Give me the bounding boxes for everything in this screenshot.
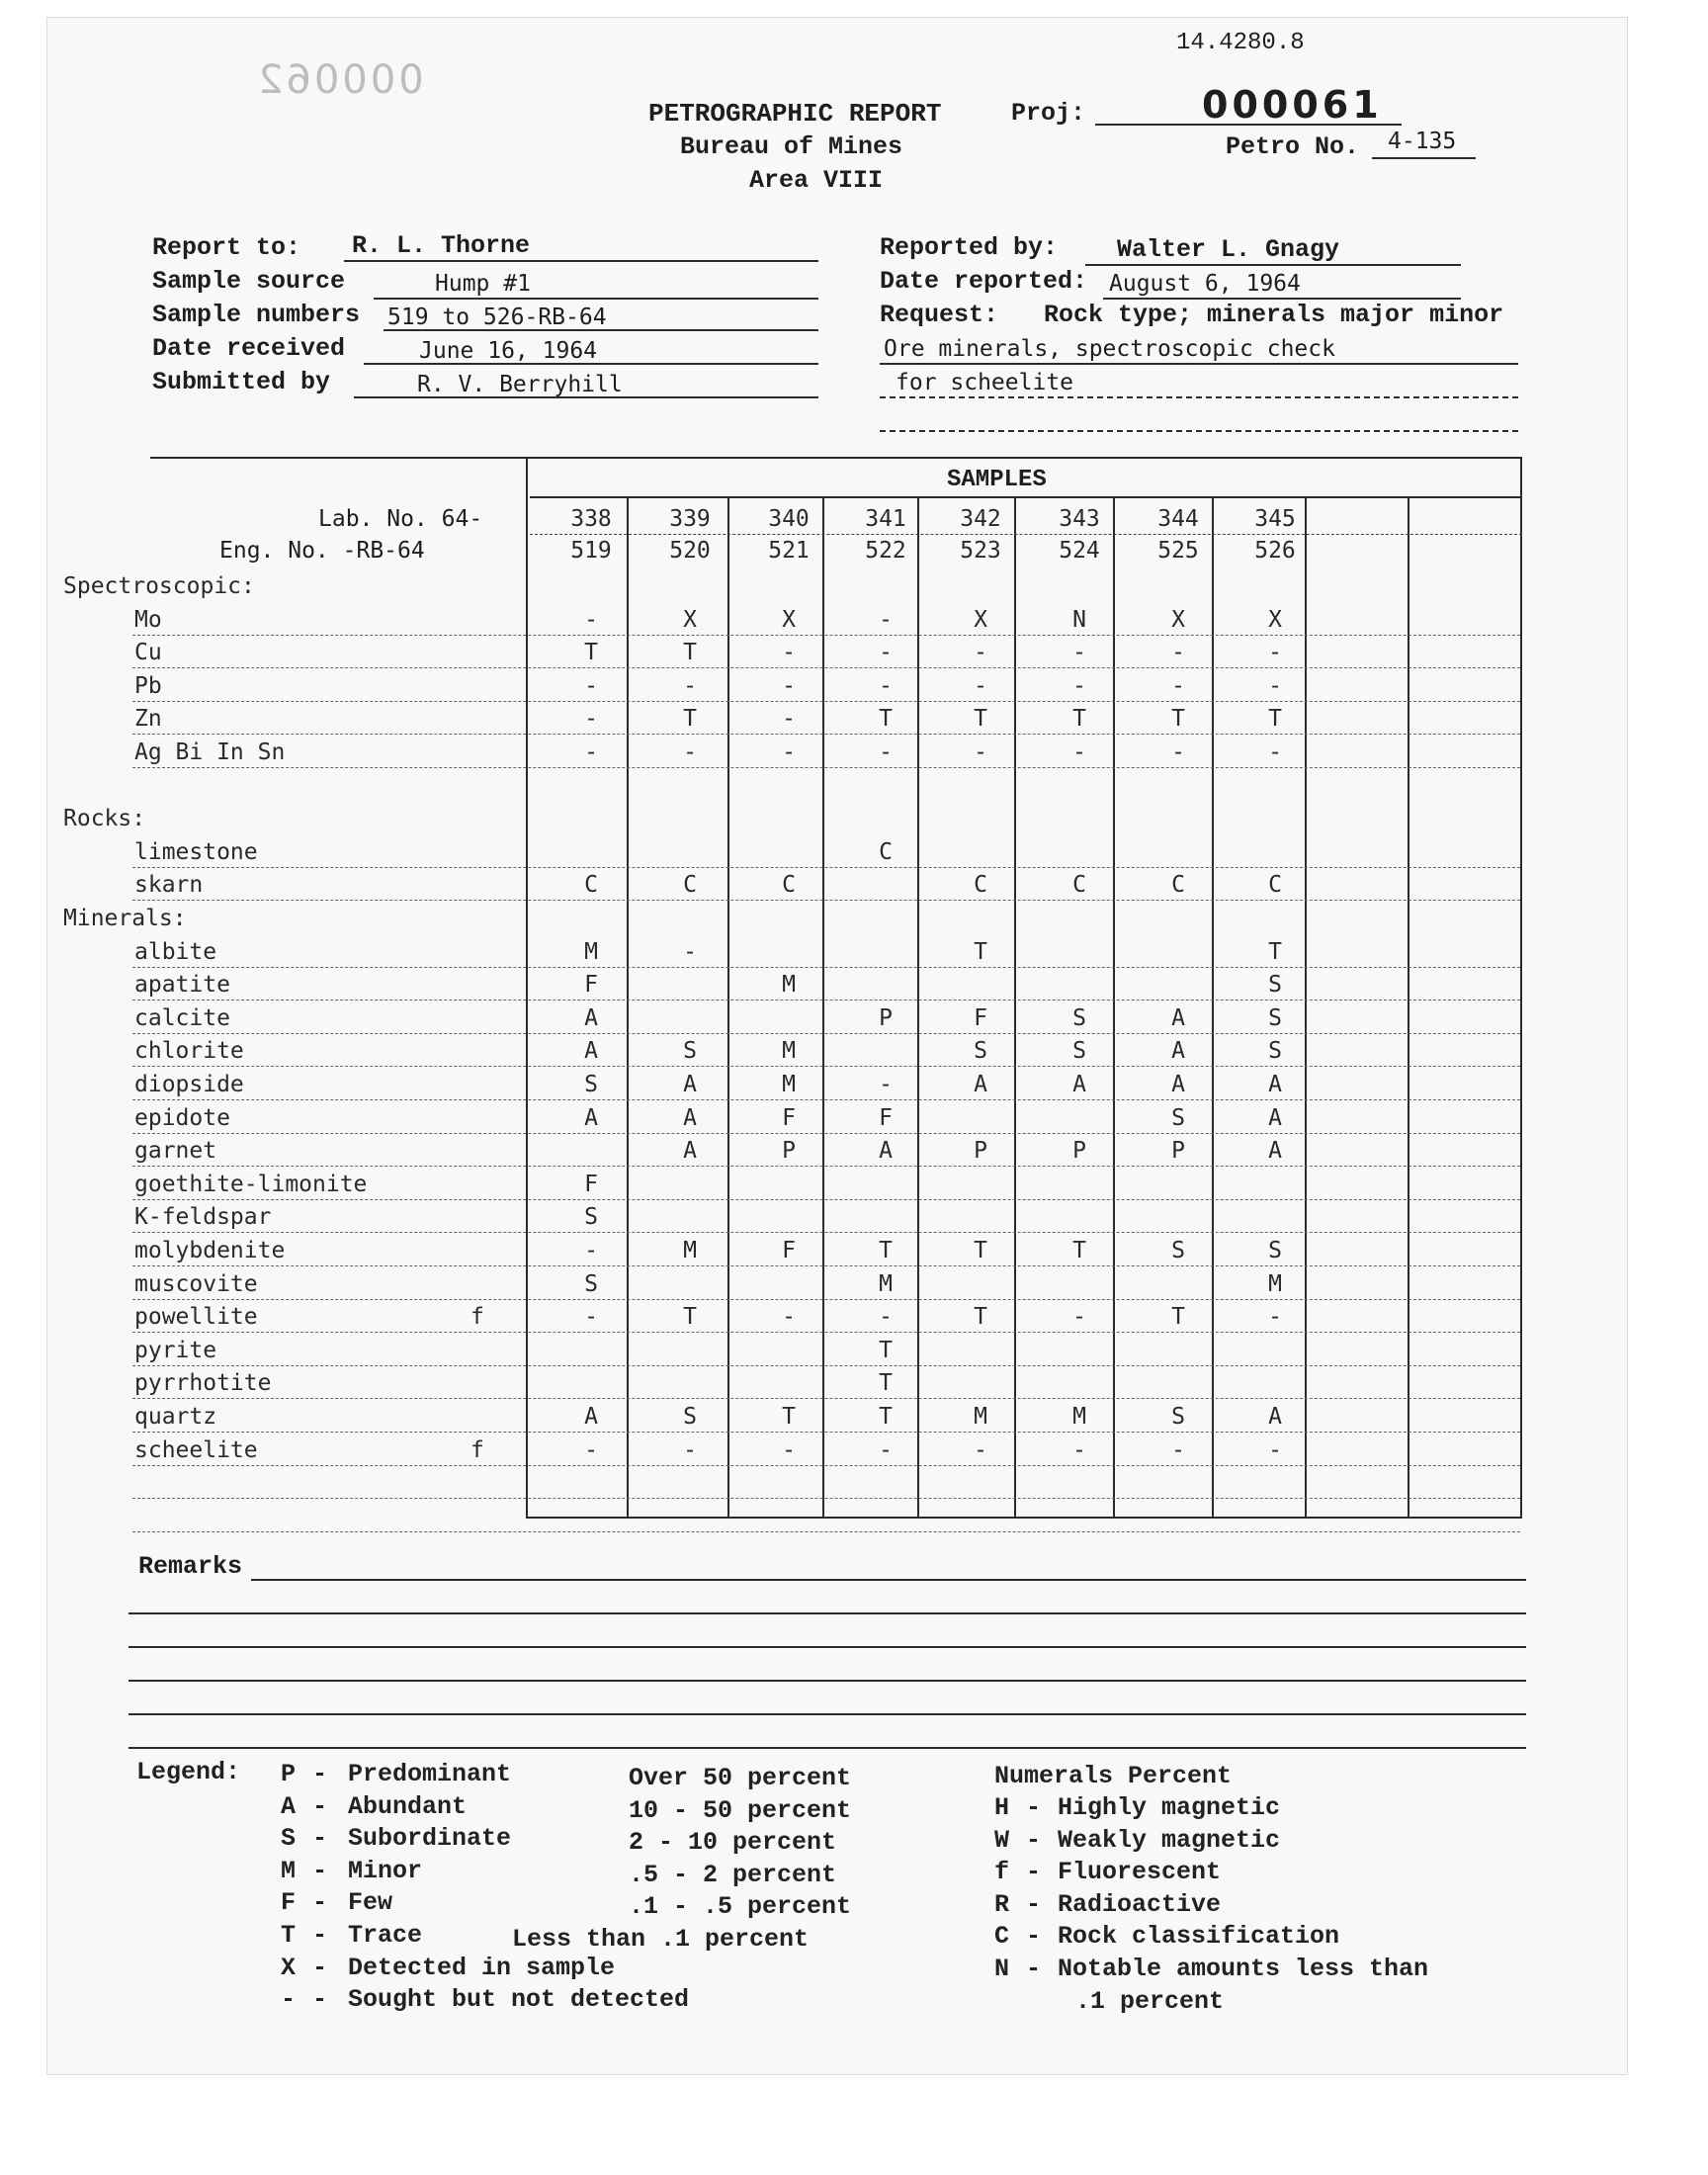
table-cell: T: [584, 640, 598, 666]
table-cell: M: [782, 1038, 796, 1065]
petro-label: Petro No.: [1226, 132, 1360, 161]
table-cell: T: [974, 1304, 987, 1331]
row-line: [132, 1133, 1520, 1134]
table-cell: -: [1268, 1304, 1282, 1331]
table-cell: T: [1171, 1304, 1185, 1331]
table-cell: -: [1268, 672, 1282, 699]
lab-number-label: Lab. No. 64-: [318, 506, 483, 532]
table-cell: T: [879, 1404, 893, 1430]
table-cell: -: [879, 640, 893, 666]
legend-text: Abundant: [348, 1791, 468, 1821]
legend-range: Over 50 percent: [629, 1764, 852, 1792]
table-cell: -: [1268, 740, 1282, 765]
legend-code: C: [994, 1922, 1010, 1952]
legend-code: F: [281, 1888, 297, 1918]
table-cell: C: [1268, 872, 1282, 899]
fluorescent-flag: f: [470, 1304, 484, 1331]
table-cell: T: [683, 640, 697, 666]
table-cell: -: [683, 1436, 697, 1463]
legend-code: A: [281, 1791, 297, 1821]
legend-code: T: [281, 1921, 297, 1950]
row-label: chlorite: [134, 1038, 244, 1065]
table-cell: -: [584, 672, 598, 699]
row-line: [132, 1265, 1520, 1266]
request-line-3: for scheelite: [896, 370, 1074, 395]
table-cell: M: [782, 1072, 796, 1097]
proj-label: Proj:: [1011, 99, 1086, 128]
table-cell: -: [1268, 1436, 1282, 1463]
table-cell: C: [1072, 872, 1086, 899]
fluorescent-flag: f: [470, 1436, 484, 1463]
proj-value: 000061: [1202, 83, 1383, 127]
legend-text: Weakly magnetic: [1058, 1825, 1281, 1855]
row-label: limestone: [134, 838, 258, 865]
row-label: Pb: [134, 672, 162, 699]
row-line: [132, 667, 1520, 668]
column-divider: [1113, 496, 1115, 1517]
legend-code: W: [994, 1825, 1010, 1855]
table-cell: S: [1268, 972, 1282, 999]
table-cell: A: [584, 1104, 598, 1131]
table-cell: -: [584, 740, 598, 765]
table-cell: T: [879, 1370, 893, 1397]
legend-code: X: [281, 1953, 297, 1982]
row-label: Cu: [134, 640, 162, 666]
table-cell: P: [1171, 1138, 1185, 1165]
legend-text: Radioactive: [1058, 1889, 1222, 1919]
row-label: pyrite: [134, 1337, 217, 1363]
table-cell: T: [879, 1337, 893, 1363]
row-label: K-feldspar: [134, 1204, 272, 1231]
table-cell: -: [879, 606, 893, 633]
legend-text: Sought but not detected: [348, 1985, 690, 2015]
table-cell: T: [683, 706, 697, 733]
table-cell: T: [1072, 706, 1086, 733]
legend-dash: -: [1026, 1955, 1042, 1983]
table-cell: -: [879, 1436, 893, 1463]
eng-number: 524: [1059, 538, 1100, 564]
lab-number: 339: [669, 506, 711, 532]
column-divider: [917, 496, 919, 1517]
lab-number: 340: [768, 506, 810, 532]
eng-number: 525: [1157, 538, 1199, 564]
legend-dash: -: [1026, 1793, 1042, 1822]
table-cell: X: [974, 606, 987, 633]
document-code: 14.4280.8: [1176, 30, 1305, 56]
table-cell: C: [584, 872, 598, 899]
area-name: Area VIII: [749, 166, 884, 195]
table-cell: -: [1072, 1304, 1086, 1331]
petro-value: 4-135: [1388, 129, 1457, 154]
table-cell: X: [782, 606, 796, 633]
column-divider: [1014, 496, 1016, 1517]
column-divider: [627, 496, 629, 1517]
column-divider: [1212, 496, 1214, 1517]
table-cell: -: [1072, 740, 1086, 765]
lab-number: 342: [960, 506, 1001, 532]
section-heading: Minerals:: [63, 906, 187, 931]
row-line: [132, 767, 1520, 768]
table-cell: T: [683, 1304, 697, 1331]
table-cell: A: [1268, 1104, 1282, 1131]
table-cell: M: [683, 1238, 697, 1263]
table-cell: S: [683, 1404, 697, 1430]
table-cell: P: [1072, 1138, 1086, 1165]
sample-source-value: Hump #1: [435, 271, 531, 297]
table-cell: -: [879, 1304, 893, 1331]
table-cell: A: [1072, 1072, 1086, 1097]
table-cell: F: [584, 1171, 598, 1197]
table-cell: A: [1268, 1138, 1282, 1165]
table-cell: M: [1072, 1404, 1086, 1430]
eng-number: 519: [570, 538, 612, 564]
submitted-by-label: Submitted by: [152, 368, 331, 396]
legend-dash: -: [1026, 1889, 1042, 1919]
row-line: [132, 967, 1520, 968]
sample-source-label: Sample source: [152, 267, 346, 296]
table-cell: -: [1171, 640, 1185, 666]
table-cell: S: [584, 1204, 598, 1231]
request-label: Request:: [880, 301, 999, 329]
legend-dash: -: [312, 1953, 328, 1982]
table-cell: S: [1171, 1104, 1185, 1131]
bleed-through-number: 000062: [255, 57, 424, 103]
legend-dash: -: [312, 1791, 328, 1821]
sample-numbers-label: Sample numbers: [152, 301, 361, 329]
row-label: calcite: [134, 1004, 230, 1031]
table-cell: -: [879, 672, 893, 699]
row-line: [132, 1332, 1520, 1333]
table-cell: -: [1171, 672, 1185, 699]
row-label: epidote: [134, 1104, 230, 1131]
date-received-value: June 16, 1964: [419, 338, 598, 364]
row-label: muscovite: [134, 1270, 258, 1297]
eng-number: 522: [865, 538, 906, 564]
legend-code: S: [281, 1824, 297, 1854]
table-cell: -: [1171, 740, 1185, 765]
column-divider: [1305, 496, 1307, 1517]
table-cell: -: [974, 1436, 987, 1463]
row-line: [132, 1199, 1520, 1200]
table-cell: S: [974, 1038, 987, 1065]
table-cell: -: [683, 672, 697, 699]
legend-dash: -: [312, 1760, 328, 1788]
legend-dash: -: [312, 1856, 328, 1885]
table-cell: -: [782, 740, 796, 765]
table-cell: M: [1268, 1270, 1282, 1297]
submitted-by-value: R. V. Berryhill: [417, 372, 623, 397]
legend-range: 10 - 50 percent: [629, 1795, 852, 1825]
table-cell: -: [974, 740, 987, 765]
table-cell: T: [782, 1404, 796, 1430]
row-line: [132, 1232, 1520, 1233]
legend-numerals-title: Numerals Percent: [994, 1762, 1233, 1790]
row-label: skarn: [134, 872, 204, 899]
eng-number: 526: [1254, 538, 1296, 564]
legend-code: M: [281, 1856, 297, 1885]
row-line: [132, 1432, 1520, 1433]
table-cell: -: [879, 740, 893, 765]
report-sheet: [47, 18, 1627, 2074]
legend-text: .1 percent: [1075, 1986, 1225, 2016]
lab-number: 338: [570, 506, 612, 532]
row-line: [132, 900, 1520, 901]
row-line: [132, 1066, 1520, 1067]
eng-number-label: Eng. No. -RB-64: [219, 538, 425, 564]
row-label: apatite: [134, 972, 230, 999]
table-cell: M: [584, 938, 598, 965]
legend-dash: -: [312, 1921, 328, 1950]
legend-text: Few: [348, 1888, 393, 1918]
row-line: [132, 701, 1520, 702]
table-cell: C: [974, 872, 987, 899]
table-cell: P: [879, 1004, 893, 1031]
table-cell: A: [1171, 1004, 1185, 1031]
table-cell: F: [584, 972, 598, 999]
table-cell: T: [1268, 938, 1282, 965]
table-cell: -: [683, 938, 697, 965]
section-heading: Rocks:: [63, 806, 146, 832]
table-cell: S: [1268, 1004, 1282, 1031]
legend-code: P: [281, 1760, 297, 1788]
table-cell: F: [782, 1104, 796, 1131]
section-heading: Spectroscopic:: [63, 573, 255, 599]
table-cell: -: [879, 1072, 893, 1097]
table-cell: -: [1072, 640, 1086, 666]
date-reported-value: August 6, 1964: [1109, 271, 1301, 297]
legend-range: .5 - 2 percent: [629, 1860, 837, 1889]
bureau-name: Bureau of Mines: [680, 132, 903, 161]
lab-number: 343: [1059, 506, 1100, 532]
table-cell: M: [974, 1404, 987, 1430]
lab-number: 344: [1157, 506, 1199, 532]
report-to-value: R. L. Thorne: [352, 231, 531, 260]
table-cell: N: [1072, 606, 1086, 633]
legend-range: .1 - .5 percent: [629, 1892, 852, 1922]
table-cell: -: [584, 1238, 598, 1263]
legend-dash: -: [312, 1888, 328, 1918]
eng-number: 520: [669, 538, 711, 564]
table-cell: A: [683, 1138, 697, 1165]
table-cell: A: [683, 1072, 697, 1097]
request-line-2: Ore minerals, spectroscopic check: [884, 336, 1335, 362]
legend-code: H: [994, 1793, 1010, 1822]
row-label: goethite-limonite: [134, 1171, 368, 1197]
request-text: Rock type; minerals major minor: [1044, 301, 1504, 329]
sample-numbers-value: 519 to 526-RB-64: [387, 304, 607, 330]
table-cell: F: [879, 1104, 893, 1131]
row-label: garnet: [134, 1138, 217, 1165]
table-cell: -: [782, 706, 796, 733]
table-cell: S: [1072, 1004, 1086, 1031]
lab-number: 341: [865, 506, 906, 532]
table-cell: S: [584, 1072, 598, 1097]
row-line: [132, 635, 1520, 636]
table-cell: A: [1171, 1072, 1185, 1097]
row-line: [132, 867, 1520, 868]
lab-number: 345: [1254, 506, 1296, 532]
legend-text: Predominant: [348, 1760, 512, 1788]
table-cell: T: [974, 706, 987, 733]
reported-by-value: Walter L. Gnagy: [1117, 235, 1340, 264]
table-cell: S: [1072, 1038, 1086, 1065]
legend-text: Fluorescent: [1058, 1858, 1222, 1887]
table-cell: A: [1268, 1072, 1282, 1097]
table-cell: A: [683, 1104, 697, 1131]
legend-dash: -: [1026, 1825, 1042, 1855]
table-cell: A: [1171, 1038, 1185, 1065]
table-cell: -: [782, 640, 796, 666]
table-cell: P: [782, 1138, 796, 1165]
report-to-label: Report to:: [152, 233, 301, 262]
table-cell: -: [1072, 1436, 1086, 1463]
row-line: [132, 1531, 1520, 1532]
table-cell: T: [974, 1238, 987, 1263]
legend-text: Highly magnetic: [1058, 1793, 1281, 1822]
legend-text: Minor: [348, 1856, 423, 1885]
table-cell: X: [683, 606, 697, 633]
table-cell: -: [782, 672, 796, 699]
reported-by-label: Reported by:: [880, 233, 1059, 262]
table-cell: T: [974, 938, 987, 965]
table-cell: A: [974, 1072, 987, 1097]
row-label: diopside: [134, 1072, 244, 1097]
row-label: Mo: [134, 606, 162, 633]
legend-dash: -: [1026, 1858, 1042, 1887]
table-cell: C: [879, 838, 893, 865]
legend-dash: -: [312, 1824, 328, 1854]
table-cell: -: [683, 740, 697, 765]
legend-code: N: [994, 1955, 1010, 1983]
legend-text: Trace: [348, 1921, 423, 1950]
row-label: molybdenite: [134, 1238, 286, 1263]
table-cell: P: [974, 1138, 987, 1165]
row-line: [132, 734, 1520, 735]
remarks-label: Remarks: [138, 1552, 243, 1581]
table-cell: F: [974, 1004, 987, 1031]
legend-dash: -: [312, 1985, 328, 2015]
row-label: quartz: [134, 1404, 217, 1430]
row-line: [132, 1398, 1520, 1399]
samples-header: SAMPLES: [947, 467, 1047, 493]
row-label: albite: [134, 938, 217, 965]
legend-text: Rock classification: [1058, 1922, 1340, 1952]
table-cell: A: [1268, 1404, 1282, 1430]
table-cell: -: [782, 1304, 796, 1331]
table-cell: A: [879, 1138, 893, 1165]
table-cell: C: [1171, 872, 1185, 899]
column-divider: [822, 496, 824, 1517]
row-label: scheelite: [134, 1436, 258, 1463]
table-cell: -: [974, 672, 987, 699]
table-cell: S: [683, 1038, 697, 1065]
legend-text: Detected in sample: [348, 1953, 616, 1982]
table-cell: T: [1268, 706, 1282, 733]
legend-text: Subordinate: [348, 1824, 512, 1854]
legend-code: -: [281, 1985, 297, 2015]
header-divider: [530, 534, 1522, 535]
table-cell: T: [1072, 1238, 1086, 1263]
column-divider: [727, 496, 729, 1517]
row-label: Zn: [134, 706, 162, 733]
row-line: [132, 1099, 1520, 1100]
column-divider: [1408, 496, 1409, 1517]
legend-range: 2 - 10 percent: [629, 1828, 837, 1858]
table-cell: S: [1171, 1238, 1185, 1263]
row-line: [132, 1299, 1520, 1300]
table-cell: -: [1268, 640, 1282, 666]
table-cell: S: [584, 1270, 598, 1297]
table-cell: S: [1171, 1404, 1185, 1430]
legend-code: R: [994, 1889, 1010, 1919]
table-cell: S: [1268, 1038, 1282, 1065]
table-cell: T: [879, 706, 893, 733]
row-label: pyrrhotite: [134, 1370, 272, 1397]
table-cell: T: [1171, 706, 1185, 733]
table-cell: C: [782, 872, 796, 899]
row-line: [132, 1166, 1520, 1167]
table-cell: X: [1268, 606, 1282, 633]
table-cell: S: [1268, 1238, 1282, 1263]
legend-range: Less than .1 percent: [512, 1925, 810, 1954]
table-cell: M: [879, 1270, 893, 1297]
row-line: [132, 1365, 1520, 1366]
report-title: PETROGRAPHIC REPORT: [648, 99, 942, 129]
row-line: [132, 1465, 1520, 1466]
eng-number: 521: [768, 538, 810, 564]
table-cell: C: [683, 872, 697, 899]
table-cell: -: [584, 606, 598, 633]
table-cell: -: [584, 706, 598, 733]
row-label: powellite: [134, 1304, 258, 1331]
table-cell: -: [584, 1436, 598, 1463]
table-cell: -: [1171, 1436, 1185, 1463]
legend-label: Legend:: [136, 1758, 241, 1786]
table-cell: -: [974, 640, 987, 666]
eng-number: 523: [960, 538, 1001, 564]
legend-text: Notable amounts less than: [1058, 1955, 1429, 1983]
table-cell: A: [584, 1004, 598, 1031]
row-line: [132, 1498, 1520, 1499]
table-cell: A: [584, 1038, 598, 1065]
row-label: Ag Bi In Sn: [134, 740, 286, 765]
table-cell: -: [584, 1304, 598, 1331]
row-line: [132, 1033, 1520, 1034]
table-cell: M: [782, 972, 796, 999]
table-cell: -: [1072, 672, 1086, 699]
table-cell: X: [1171, 606, 1185, 633]
date-received-label: Date received: [152, 334, 346, 363]
table-cell: T: [879, 1238, 893, 1263]
legend-dash: -: [1026, 1922, 1042, 1952]
date-reported-label: Date reported:: [880, 267, 1088, 296]
table-cell: F: [782, 1238, 796, 1263]
table-cell: A: [584, 1404, 598, 1430]
table-cell: -: [782, 1436, 796, 1463]
legend-code: f: [994, 1858, 1010, 1887]
